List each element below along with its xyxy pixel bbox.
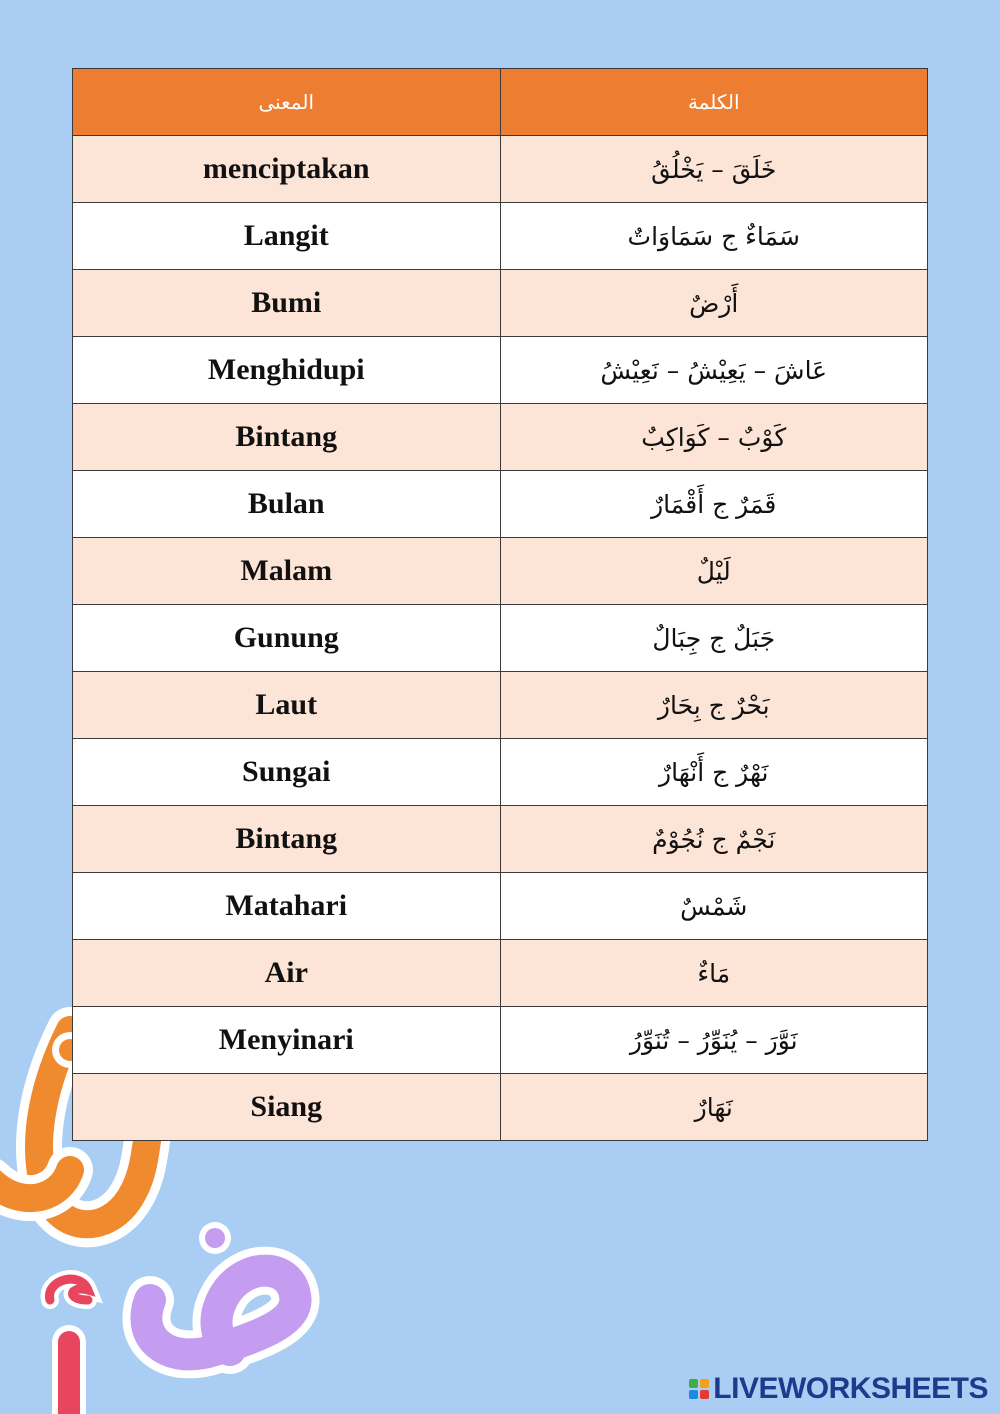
table-header-row bbox=[73, 69, 928, 136]
letter-alif-decoration bbox=[50, 1279, 88, 1414]
meaning-cell: Sungai bbox=[73, 739, 501, 806]
meaning-cell: Bulan bbox=[73, 471, 501, 538]
meaning-cell: Siang bbox=[73, 1074, 501, 1141]
meaning-cell: menciptakan bbox=[73, 136, 501, 203]
meaning-cell: Bintang bbox=[73, 404, 501, 471]
table-row bbox=[73, 337, 928, 404]
word-cell: نَوَّرَ – يُنَوِّرُ – تُنَوِّرُ bbox=[500, 1007, 928, 1074]
liveworksheets-branding bbox=[689, 1372, 988, 1406]
meaning-cell: Menghidupi bbox=[73, 337, 501, 404]
word-cell: كَوْبٌ – كَوَاكِبٌ bbox=[500, 404, 928, 471]
letter-dad-decoration bbox=[146, 1222, 295, 1354]
word-cell: نَهْرٌ ج أَنْهَارٌ bbox=[500, 739, 928, 806]
table-row bbox=[73, 1074, 928, 1141]
meaning-cell: Malam bbox=[73, 538, 501, 605]
table-row bbox=[73, 538, 928, 605]
word-cell: نَجْمٌ ج نُجُوْمٌ bbox=[500, 806, 928, 873]
meaning-cell: Laut bbox=[73, 672, 501, 739]
word-cell: عَاشَ – يَعِيْشُ – نَعِيْشُ bbox=[500, 337, 928, 404]
word-cell: بَحْرٌ ج بِحَارٌ bbox=[500, 672, 928, 739]
word-cell: قَمَرٌ ج أَقْمَارٌ bbox=[500, 471, 928, 538]
table-row bbox=[73, 605, 928, 672]
table-row bbox=[73, 270, 928, 337]
meaning-cell: Langit bbox=[73, 203, 501, 270]
word-cell: نَهَارٌ bbox=[500, 1074, 928, 1141]
word-cell: سَمَاءٌ ج سَمَاوَاتٌ bbox=[500, 203, 928, 270]
table-row bbox=[73, 806, 928, 873]
header-meaning: المعنى bbox=[73, 69, 501, 136]
meaning-cell: Air bbox=[73, 940, 501, 1007]
word-cell: خَلَقَ – يَخْلُقُ bbox=[500, 136, 928, 203]
table-row bbox=[73, 471, 928, 538]
meaning-cell: Bumi bbox=[73, 270, 501, 337]
table-row bbox=[73, 203, 928, 270]
table-row bbox=[73, 672, 928, 739]
word-cell: أَرْضٌ bbox=[500, 270, 928, 337]
meaning-cell: Bintang bbox=[73, 806, 501, 873]
word-cell: مَاءٌ bbox=[500, 940, 928, 1007]
word-cell: جَبَلٌ ج جِبَالٌ bbox=[500, 605, 928, 672]
meaning-cell: Gunung bbox=[73, 605, 501, 672]
header-word: الكلمة bbox=[500, 69, 928, 136]
word-cell: لَيْلٌ bbox=[500, 538, 928, 605]
word-cell: شَمْسٌ bbox=[500, 873, 928, 940]
table-row bbox=[73, 136, 928, 203]
liveworksheets-logo-icon bbox=[689, 1379, 709, 1399]
table-row bbox=[73, 404, 928, 471]
brand-name: LIVEWORKSHEETS bbox=[713, 1372, 988, 1405]
table-row bbox=[73, 1007, 928, 1074]
vocabulary-table bbox=[72, 68, 928, 1141]
table-row bbox=[73, 873, 928, 940]
meaning-cell: Matahari bbox=[73, 873, 501, 940]
meaning-cell: Menyinari bbox=[73, 1007, 501, 1074]
table-row bbox=[73, 940, 928, 1007]
table-row bbox=[73, 739, 928, 806]
